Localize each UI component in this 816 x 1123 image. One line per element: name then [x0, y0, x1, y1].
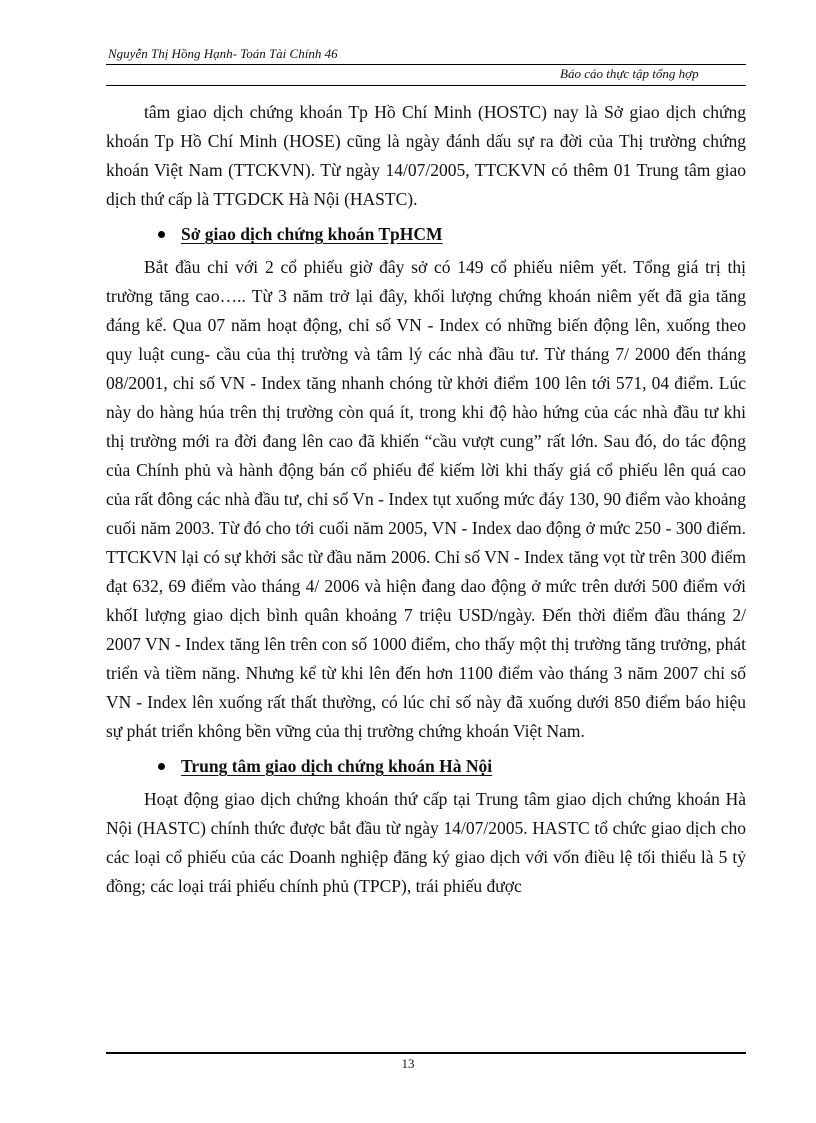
- section-heading-text: Trung tâm giao dịch chứng khoán Hà Nội: [181, 756, 493, 776]
- document-body: [106, 98, 746, 901]
- bullet-icon: [158, 231, 165, 238]
- page-number: 13: [401, 1056, 415, 1071]
- header-divider: [106, 64, 746, 65]
- paragraph-intro: tâm giao dịch chứng khoán Tp Hồ Chí Minh (HOSTC) nay là Sở giao dịch chứng khoán Tp Hồ Chí Minh (HOSE) cũng là ngày đánh dấu sự ra đời của Thị trường chứng khoán Việt Nam (TTCKVN). Từ ngày 14/07/2005, TTCKVN có thêm 01 Trung tâm giao dịch thứ cấp là TTGDCK Hà Nội (HASTC).: [106, 102, 746, 209]
- header-report-title: Báo cáo thực tập tổng hợp: [560, 66, 699, 81]
- section-heading-text: Sở giao dịch chứng khoán TpHCM: [181, 224, 443, 244]
- section-heading-hose: [158, 220, 746, 249]
- section-heading-hastc: [158, 752, 746, 781]
- bullet-icon: [158, 763, 165, 770]
- header-author: Nguyễn Thị Hồng Hạnh- Toán Tài Chính 46: [108, 46, 338, 61]
- header-divider-bottom: [106, 85, 746, 86]
- paragraph-hose: Bắt đầu chỉ với 2 cổ phiếu giờ đây sở có 149 cổ phiếu niêm yết. Tổng giá trị thị trường tăng cao….. Từ 3 năm trở lại đây, khối lượng chứng khoán niêm yết đã gia tăng đáng kể. Qua 07 năm hoạt động, chỉ số VN - Index có những biến động lên, xuống theo quy luật cung- cầu của thị trường và tâm lý các nhà đầu tư. Từ tháng 7/ 2000 đến tháng 08/2001, chỉ số VN - Index tăng nhanh chóng từ khởi điểm 100 lên tới 571, 04 điểm. Lúc này do hàng húa trên thị trường còn quá ít, trong khi độ hào hứng của các nhà đầu tư khi thị trường mới ra đời đang lên cao đã khiến “cầu vượt cung” rất lớn. Sau đó, do tác động của Chính phủ và hành động bán cổ phiếu để kiếm lời khi thấy giá cổ phiếu lên quá cao của rất đông các nhà đầu tư, chỉ số Vn - Index tụt xuống mức đáy 130, 90 điểm vào khoảng cuối năm 2003. Từ đó cho tới cuối năm 2005, VN - Index dao động ở mức 250 - 300 điểm. TTCKVN lại có sự khởi sắc từ đầu năm 2006. Chỉ số VN - Index tăng vọt từ trên 300 điểm đạt 632, 69 điểm vào tháng 4/ 2006 và hiện đang dao động ở mức trên dưới 500 điểm với khốI lượng giao dịch bình quân khoảng 7 triệu USD/ngày. Đến thời điểm đầu tháng 2/ 2007 VN - Index tăng lên trên con số 1000 điểm, cho thấy một thị trường tăng trưởng, phát triển và tiềm năng. Nhưng kể từ khi lên đến hơn 1100 điểm vào tháng 3 năm 2007 chỉ số VN - Index lên xuống rất thất thường, có lúc chỉ số này đã xuống dưới 850 điểm báo hiệu sự phát triển không bền vững của thị trường chứng khoán Việt Nam.: [106, 257, 746, 741]
- footer-divider: [106, 1052, 746, 1054]
- paragraph-hastc: Hoạt động giao dịch chứng khoán thứ cấp tại Trung tâm giao dịch chứng khoán Hà Nội (HASTC) chính thức được bắt đầu từ ngày 14/07/2005. HASTC tổ chức giao dịch cho các loại cổ phiếu của các Doanh nghiệp đăng ký giao dịch với vốn điều lệ tối thiểu là 5 tỷ đồng; các loại trái phiếu chính phủ (TPCP), trái phiếu được: [106, 789, 746, 896]
